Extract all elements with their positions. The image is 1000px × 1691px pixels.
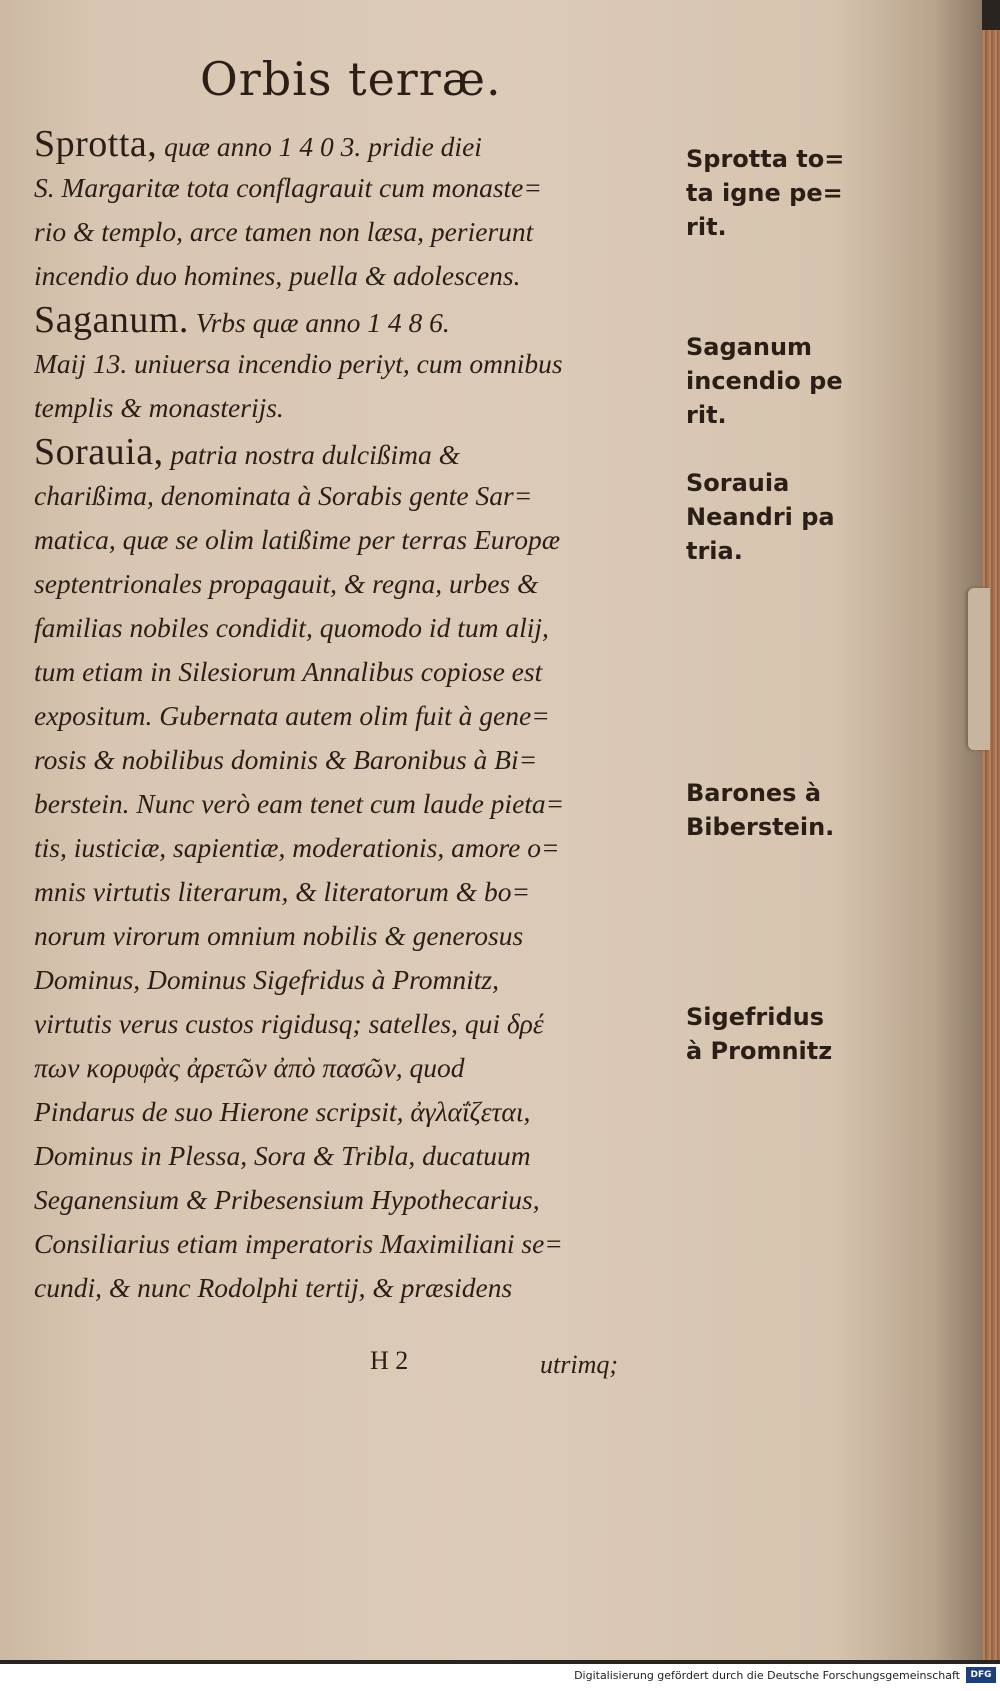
text-line: matica, quæ se olim latißime per terras Europæ [34, 524, 561, 555]
text-line: tis, iusticiæ, sapientiæ, moderationis, amore o= [34, 832, 560, 863]
text-line: norum virorum omnium nobilis & generosus [34, 920, 524, 951]
text-line: mnis virtutis literarum, & literatorum & bo= [34, 876, 531, 907]
text-line: charißima, denominata à Sorabis gente Sar= [34, 480, 533, 511]
text-line: expositum. Gubernata autem olim fuit à gene= [34, 700, 550, 731]
text-line: Pindarus de suo Hierone scripsit, ἀγλαΐζεται, [34, 1096, 531, 1127]
text-line: familias nobiles condidit, quomodo id tum alij, [34, 612, 549, 643]
text-line: tum etiam in Silesiorum Annalibus copiose est [34, 656, 543, 687]
text-line: Maij 13. uniuersa incendio periyt, cum omnibus [34, 348, 563, 379]
text-line: Sorauia, patria nostra dulcißima & [34, 431, 460, 473]
text-line: πων κορυφὰς ἀρετῶν ἀπὸ πασῶν, quod [34, 1052, 465, 1083]
text-line: cundi, & nunc Rodolphi tertij, & præsidens [34, 1272, 513, 1303]
entry-lead: Saganum. [34, 299, 189, 341]
page-clip [968, 588, 990, 750]
margin-note-sprotta: Sprotta to= ta igne pe= rit. [686, 145, 845, 241]
catchword: utrimq; [540, 1350, 618, 1379]
running-header: Orbis terræ. [200, 52, 502, 106]
entry-lead: Sorauia, [34, 431, 164, 473]
text-line: Sprotta, quæ anno 1 4 0 3. pridie diei [34, 123, 482, 165]
text-line: Dominus, Dominus Sigefridus à Promnitz, [34, 964, 499, 995]
text-line: virtutis verus custos rigidusq; satelles, qui δρέ [34, 1008, 544, 1039]
entry-lead: Sprotta, [34, 123, 158, 165]
text-line: berstein. Nunc verò eam tenet cum laude pieta= [34, 788, 565, 819]
text-line: Consiliarius etiam imperatoris Maximiliani se= [34, 1228, 563, 1259]
margin-note-saganum: Saganum incendio pe rit. [686, 333, 843, 429]
signature-mark: H 2 [370, 1346, 409, 1375]
margin-note-sorauia: Sorauia Neandri pa tria. [686, 469, 835, 565]
text-line: Saganum. Vrbs quæ anno 1 4 8 6. [34, 299, 450, 341]
page-edges [982, 30, 1000, 1660]
text-line: Dominus in Plessa, Sora & Tribla, ducatuum [34, 1140, 531, 1171]
margin-note-barones: Barones à Biberstein. [686, 779, 835, 841]
text-line: templis & monasterijs. [34, 392, 284, 423]
text-line: S. Margaritæ tota conflagrauit cum monaste= [34, 172, 542, 203]
text-line: incendio duo homines, puella & adolescens. [34, 260, 521, 291]
text-line: rosis & nobilibus dominis & Baronibus à Bi= [34, 744, 538, 775]
margin-note-sigefridus: Sigefridus à Promnitz [686, 1003, 833, 1065]
text-line: septentrionales propagauit, & regna, urbes & [34, 568, 539, 599]
dfg-logo: DFG [966, 1667, 996, 1683]
text-line: rio & templo, arce tamen non læsa, perierunt [34, 216, 534, 247]
funding-note: Digitalisierung gefördert durch die Deutsche Forschungsgemeinschaft [574, 1669, 960, 1682]
main-text [34, 122, 674, 1310]
text-line: Seganensium & Pribesensium Hypothecarius, [34, 1184, 540, 1215]
